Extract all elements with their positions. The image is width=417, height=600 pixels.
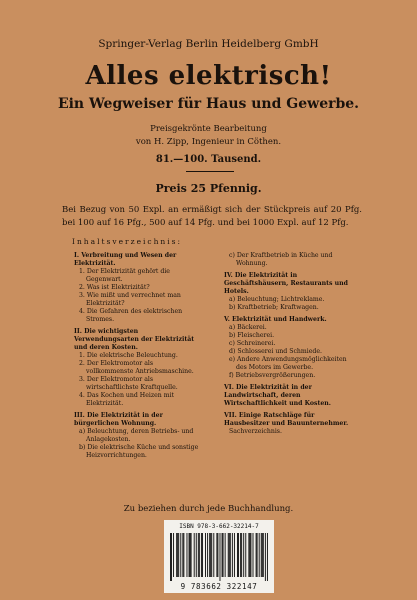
- barcode-bar: [171, 533, 172, 581]
- book-title: Alles elektrisch!: [85, 61, 332, 91]
- barcode-bar: [217, 533, 218, 577]
- award-line: Preisgekrönte Bearbeitung: [150, 124, 267, 134]
- barcode-bar: [229, 533, 230, 577]
- barcode-bar: [228, 533, 229, 577]
- toc-item: 3. Der Elektromotor als wirtschaftlichste Kraftquelle.: [79, 376, 178, 391]
- barcode-bar: [230, 533, 231, 577]
- footer-note: Zu beziehen durch jede Buchhandlung.: [123, 504, 294, 514]
- barcode-bar: [177, 533, 178, 577]
- isbn-text: ISBN 978-3-662-32214-7: [179, 523, 259, 530]
- toc-section: [224, 384, 352, 408]
- barcode-bar: [250, 533, 251, 577]
- toc-item: a) Beleuchtung; Lichtreklame.: [229, 296, 325, 303]
- barcode-bar: [183, 533, 184, 577]
- barcode-label: [164, 520, 274, 593]
- barcode-bar: [267, 533, 268, 581]
- toc-section-title: III. Die Elektrizität in der bürgerlichen Wohnung.: [74, 412, 163, 427]
- barcode-bar: [240, 533, 241, 577]
- toc-item: b) Kraftbetrieb; Kraftwagen.: [229, 304, 319, 311]
- barcode-bar: [261, 533, 262, 577]
- barcode-bar: [178, 533, 179, 577]
- bulk-pricing-text: Bei Bezug von 50 Expl. an ermäßigt sich der Stückpreis auf 20 Pfg. bei 100 auf 16 Pfg., 500 auf 14 Pfg. und bei 1000 Expl. auf 12 Pfg.: [62, 205, 362, 228]
- barcode-bar: [191, 533, 192, 577]
- barcode-bar: [202, 533, 203, 577]
- author-line: von H. Zipp, Ingenieur in Cöthen.: [135, 137, 282, 147]
- toc-section: [224, 316, 352, 380]
- toc-section: [74, 412, 202, 460]
- barcode-bar: [194, 533, 195, 577]
- barcode-bar: [225, 533, 226, 577]
- barcode-bar: [262, 533, 263, 577]
- price-line: Preis 25 Pfennig.: [155, 182, 262, 195]
- divider-rule: [186, 171, 234, 172]
- toc-item: 4. Die Gefahren des elektrischen Stromes.: [79, 308, 183, 323]
- barcode-bar: [249, 533, 250, 577]
- barcode-bar: [182, 533, 183, 577]
- barcode-bar: [232, 533, 233, 577]
- publisher-name: Springer-Verlag Berlin Heidelberg GmbH: [98, 38, 319, 50]
- barcode-bar: [220, 533, 221, 581]
- toc-section-title: IV. Die Elektrizität in Geschäftshäusern, Restaurants und Hotels.: [224, 272, 348, 295]
- barcode-bar: [256, 533, 257, 577]
- barcode-bar: [223, 533, 224, 577]
- barcode-bar: [187, 533, 188, 577]
- toc-item: d) Schlosserei und Schmiede.: [229, 348, 322, 355]
- barcode-graphic: [170, 533, 268, 581]
- barcode-bar: [176, 533, 177, 577]
- barcode-bar: [170, 533, 171, 581]
- barcode-bar: [237, 533, 238, 577]
- barcode-bar: [180, 533, 181, 577]
- barcode-bar: [211, 533, 212, 577]
- barcode-bar: [257, 533, 258, 577]
- toc-item: 1. Der Elektrizität gehört die Gegenwart.: [79, 268, 170, 283]
- barcode-bar: [216, 533, 217, 577]
- toc-item: 2. Der Elektromotor als vollkommenste Antriebsmaschine.: [79, 360, 194, 375]
- barcode-bar: [205, 533, 206, 577]
- toc-section: [74, 328, 202, 408]
- toc-section-title: V. Elektrizität und Handwerk.: [224, 316, 327, 323]
- barcode-bar: [234, 533, 235, 577]
- toc-section: [224, 272, 352, 312]
- toc-right-column: [224, 252, 352, 436]
- toc-item: Sachverzeichnis.: [229, 428, 282, 435]
- toc-item: f) Betriebsvergrößerungen.: [229, 372, 316, 379]
- barcode-bar: [189, 533, 190, 577]
- barcode-bar: [248, 533, 249, 577]
- barcode-bar: [259, 533, 260, 577]
- toc-item: 4. Das Kochen und Heizen mit Elektrizität.: [79, 392, 175, 407]
- barcode-bar: [190, 533, 191, 577]
- toc-item: 1. Die elektrische Beleuchtung.: [79, 352, 178, 359]
- barcode-bar: [198, 533, 199, 577]
- barcode-bar: [201, 533, 202, 577]
- toc-item: c) Der Kraftbetrieb in Küche und Wohnung.: [229, 252, 333, 267]
- barcode-bar: [243, 533, 244, 577]
- barcode-bar: [207, 533, 208, 577]
- barcode-bar: [241, 533, 242, 577]
- barcode-bar: [263, 533, 264, 577]
- barcode-bar: [210, 533, 211, 577]
- book-subtitle: Ein Wegweiser für Haus und Gewerbe.: [57, 96, 360, 112]
- toc-section-title: II. Die wichtigsten Verwendungsarten der Elektrizität und deren Kosten.: [74, 328, 195, 351]
- toc-section-title: I. Verbreitung und Wesen der Elektrizität.: [74, 252, 177, 267]
- toc-section: [74, 252, 202, 324]
- toc-section: [224, 252, 352, 268]
- barcode-bar: [245, 533, 246, 577]
- toc-item: 2. Was ist Elektrizität?: [79, 284, 150, 291]
- toc-item: b) Die elektrische Küche und sonstige Heizvorrichtungen.: [79, 444, 199, 459]
- toc-item: a) Bäckerei.: [229, 324, 267, 331]
- barcode-bar: [196, 533, 197, 577]
- barcode-bar: [173, 533, 174, 577]
- toc-section: [224, 412, 352, 436]
- toc-item: e) Andere Anwendungsmöglichkeiten des Motors im Gewerbe.: [229, 356, 347, 371]
- toc-item: 3. Wie mißt und verrechnet man Elektrizität?: [79, 292, 181, 307]
- toc-section-title: VII. Einige Ratschläge für Hausbesitzer und Bauunternehmer.: [224, 412, 349, 427]
- edition-line: 81.—100. Tausend.: [155, 154, 262, 165]
- toc-section-title: VI. Die Elektrizität in der Landwirtschaft, deren Wirtschaftlichkeit und Kosten.: [224, 384, 331, 407]
- toc-heading: Inhaltsverzeichnis:: [72, 237, 183, 246]
- barcode-bar: [199, 533, 200, 577]
- barcode-bar: [209, 533, 210, 577]
- barcode-digits: 9 783662 322147: [180, 582, 258, 591]
- toc-item: c) Schreinerei.: [229, 340, 276, 347]
- barcode-bar: [265, 533, 266, 581]
- toc-item: a) Beleuchtung, deren Betriebs- und Anlagekosten.: [79, 428, 194, 443]
- toc-left-column: [74, 252, 202, 460]
- barcode-bar: [222, 533, 223, 577]
- barcode-bar: [238, 533, 239, 577]
- barcode-bar: [253, 533, 254, 577]
- barcode-bar: [213, 533, 214, 577]
- toc-item: b) Fleischerei.: [229, 332, 275, 339]
